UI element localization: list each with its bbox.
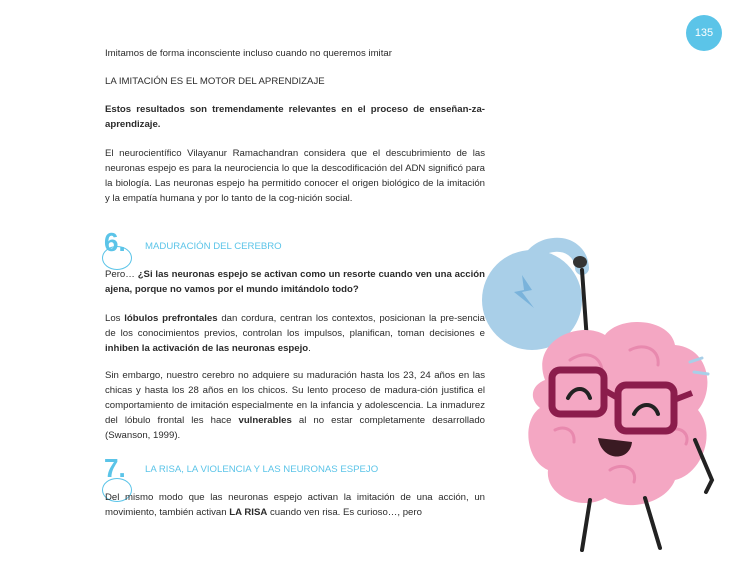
section-6-question: Pero… ¿Si las neuronas espejo se activan como un resorte cuando ven una acción ajena, porque no vamos por el mundo imitándolo todo?	[105, 269, 486, 295]
section-7-number: 7.	[104, 453, 126, 483]
section-6-paragraph-2: Los lóbulos prefrontales dan cordura, centran los contextos, posicionan la pre-sencia de los conocimientos previos, controlan los impulsos, planifican, toman decisiones e inhiben la activación de las neuronas espejo.	[105, 313, 485, 354]
section-7-title: LA RISA, LA VIOLENCIA Y LAS NEURONAS ESPEJO	[145, 464, 379, 475]
section-6-title: MADURACIÓN DEL CEREBRO	[145, 241, 282, 252]
section-7-paragraph: Del mismo modo que las neuronas espejo activan la imitación de una acción, un movimiento, también activan LA RISA cuando ven risa. Es curioso…, pero	[105, 492, 485, 518]
intro-line: Imitamos de forma inconsciente incluso cuando no queremos imitar	[105, 48, 392, 59]
section-6-paragraph-3: Sin embargo, nuestro cerebro no adquiere su maduración hasta los 23, 24 años en las chicas y hasta los 28 años en los chicos. Su lento proceso de madura-ción justifica el comportamiento de imitación especialmente en la infancia y adolescencia. La inmadurez del lóbulo frontal les hace vulnerables al no estar completamente desarrollado (Swanson, 1999).	[105, 370, 486, 441]
section-6-number: 6.	[104, 227, 126, 257]
ramachandran-paragraph: El neurocientífico Vilayanur Ramachandran considera que el descubrimiento de las neuronas espejo es para la neurociencia lo que la descodificación del ADN significó para la biología. Las neuronas espejo ha permitido conocer el origen biológico de la imitación y la empatía humana y por lo tanto de la cog-nición social.	[105, 148, 485, 204]
page-number-badge: 135	[686, 15, 722, 51]
brain-character-icon	[528, 322, 712, 550]
bold-paragraph: Estos resultados son tremendamente relevantes en el proceso de enseñan-za-aprendizaje.	[105, 104, 485, 130]
section-heading: LA IMITACIÓN ES EL MOTOR DEL APRENDIZAJE	[105, 76, 325, 87]
brain-kettlebell-illustration	[470, 230, 730, 555]
